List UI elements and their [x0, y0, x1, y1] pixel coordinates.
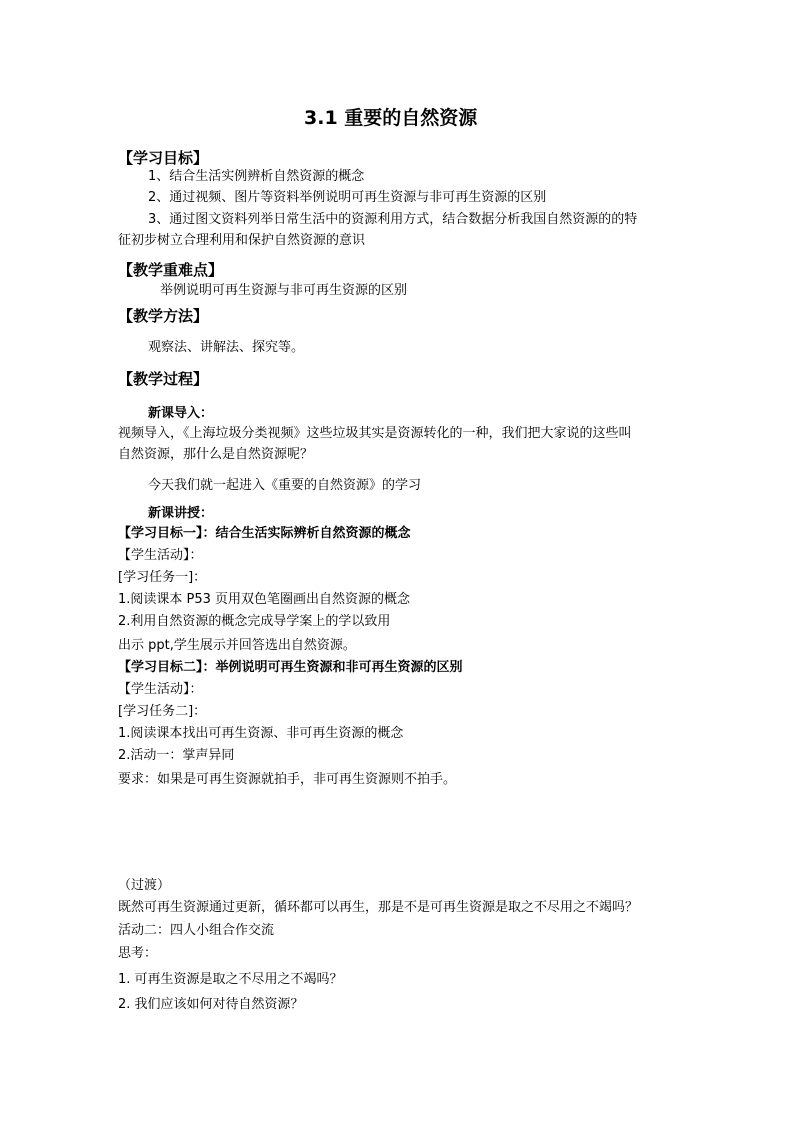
transition-line: 1. 可再生资源是取之不尽用之不竭吗？ — [118, 972, 343, 987]
process-heading: 【教学过程】 — [118, 370, 209, 388]
intro-label: 新课导入： — [148, 406, 214, 421]
transition-line: 活动二：四人小组合作交流 — [118, 923, 275, 938]
page-title: 3.1 重要的自然资源 — [304, 107, 478, 129]
goal1-heading: 【学习目标一】：结合生活实际辨析自然资源的概念 — [118, 526, 411, 541]
intro-line: 自然资源，那什么是自然资源呢？ — [118, 447, 314, 462]
intro-line: 视频导入，《上海垃圾分类视频》这些垃圾其实是资源转化的一种，我们把大家说的这些叫 — [118, 426, 632, 441]
goal1-line: 出示 ppt,学生展示并回答选出自然资源。 — [118, 638, 356, 653]
lecture-label: 新课讲授： — [148, 506, 214, 521]
goals-heading: 【学习目标】 — [118, 149, 209, 167]
goal-item: 1、结合生活实例辨析自然资源的概念 — [148, 169, 365, 184]
goal2-line: 2.活动一：掌声异同 — [118, 748, 235, 763]
goal2-activity: 【学生活动】： — [118, 682, 203, 697]
transition-line: 既然可再生资源通过更新，循环都可以再生，那是不是可再生资源是取之不尽用之不竭吗？ — [118, 900, 639, 915]
goal2-line: 1.阅读课本找出可再生资源、非可再生资源的概念 — [118, 726, 404, 741]
goal1-line: 1.阅读课本 P53 页用双色笔圈画出自然资源的概念 — [118, 592, 411, 607]
intro-follow: 今天我们就一起进入《重要的自然资源》的学习 — [148, 478, 422, 493]
key-points-heading: 【教学重难点】 — [118, 261, 224, 279]
key-points-text: 举例说明可再生资源与非可再生资源的区别 — [160, 283, 408, 298]
goal1-line: 2.利用自然资源的概念完成导学案上的学以致用 — [118, 614, 391, 629]
goal2-line: 要求：如果是可再生资源就拍手，非可再生资源则不拍手。 — [118, 772, 457, 787]
goal-item: 征初步树立合理利用和保护自然资源的意识 — [118, 233, 366, 248]
method-text: 观察法、讲解法、探究等。 — [148, 340, 305, 355]
goal1-activity: 【学生活动】： — [118, 548, 203, 563]
goal-item: 2、通过视频、图片等资料举例说明可再生资源与非可再生资源的区别 — [148, 190, 547, 205]
transition-label: （过渡） — [118, 878, 171, 893]
goal2-heading: 【学习目标二】：举例说明可再生资源和非可再生资源的区别 — [118, 660, 463, 675]
goal-item: 3、通过图文资料列举日常生活中的资源利用方式，结合数据分析我国自然资源的的特 — [148, 212, 638, 227]
goal2-task: [学习任务二]： — [118, 704, 207, 719]
transition-line: 思考： — [118, 946, 158, 961]
transition-line: 2. 我们应该如何对待自然资源？ — [118, 997, 304, 1012]
method-heading: 【教学方法】 — [118, 307, 209, 325]
goal1-task: [学习任务一]： — [118, 570, 207, 585]
